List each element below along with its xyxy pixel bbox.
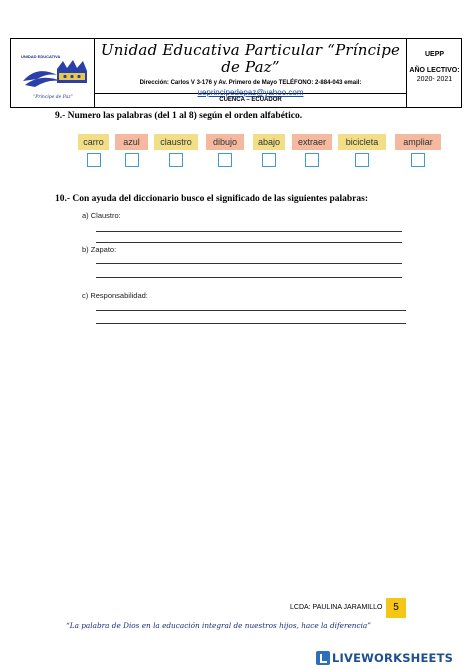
liveworksheets-logo: [316, 651, 453, 665]
school-address: Dirección: Carlos V 3-176 y Av. Primero de Mayo TELÉFONO: 2-884-043 email:: [139, 80, 362, 86]
school-logo: [11, 39, 95, 107]
word-tile-claustro: claustro: [154, 134, 198, 150]
word-tile-ampliar: ampliar: [395, 134, 441, 150]
order-input-box[interactable]: [355, 153, 369, 167]
school-city: CUENCA – ECUADOR: [219, 97, 282, 103]
order-input-box[interactable]: [87, 153, 101, 167]
logo-top-text: UNIDAD EDUCATIVA: [21, 54, 61, 59]
school-header: [10, 38, 462, 108]
page-number-badge: 5: [386, 598, 406, 618]
answer-line[interactable]: [96, 263, 402, 264]
header-right: [407, 39, 462, 107]
school-name: Unidad Educativa Particular “Príncipe de Paz”: [100, 41, 401, 76]
order-input-box[interactable]: [262, 153, 276, 167]
word-tile-carro: carro: [78, 134, 109, 150]
school-code: UEPP: [424, 51, 445, 58]
definition-label-claustro: a) Claustro:: [82, 211, 121, 220]
liveworksheets-brand-text: LIVEWORKSHEETS: [332, 651, 454, 665]
order-input-box[interactable]: [125, 153, 139, 167]
year-value: 2020- 2021: [416, 76, 453, 83]
crown-logo-icon: [17, 59, 89, 95]
word-tile-dibujo: dibujo: [206, 134, 244, 150]
order-input-box[interactable]: [411, 153, 425, 167]
logo-bottom-text: “Príncipe de Paz”: [33, 95, 73, 100]
liveworksheets-check-icon: [316, 651, 330, 665]
word-tile-azul: azul: [115, 134, 148, 150]
definition-label-responsabilidad: c) Responsabilidad:: [82, 291, 148, 300]
answer-line[interactable]: [96, 242, 402, 243]
teacher-name: LCDA: PAULINA JARAMILLO: [290, 604, 383, 611]
answer-line[interactable]: [96, 231, 402, 232]
word-list: [78, 134, 448, 170]
school-motto: “La palabra de Dios en la educación integral de nuestros hijos, hace la diferencia”: [66, 621, 372, 630]
order-input-box[interactable]: [305, 153, 319, 167]
order-input-box[interactable]: [218, 153, 232, 167]
word-tile-bicicleta: bicicleta: [338, 134, 386, 150]
question-10-title: 10.- Con ayuda del diccionario busco el significado de las siguientes palabras:: [55, 194, 369, 204]
word-tile-abajo: abajo: [253, 134, 285, 150]
definition-label-zapato: b) Zapato:: [82, 245, 117, 254]
answer-line[interactable]: [96, 277, 402, 278]
answer-line[interactable]: [96, 310, 406, 311]
year-label: AÑO LECTIVO:: [409, 67, 460, 74]
answer-line[interactable]: [96, 323, 406, 324]
header-center: [95, 39, 407, 107]
school-email-link[interactable]: ueprincipedepaz@yahoo.com: [197, 88, 304, 97]
question-9-title: 9.- Numero las palabras (del 1 al 8) según el orden alfabético.: [55, 111, 303, 121]
word-tile-extraer: extraer: [292, 134, 332, 150]
order-input-box[interactable]: [169, 153, 183, 167]
